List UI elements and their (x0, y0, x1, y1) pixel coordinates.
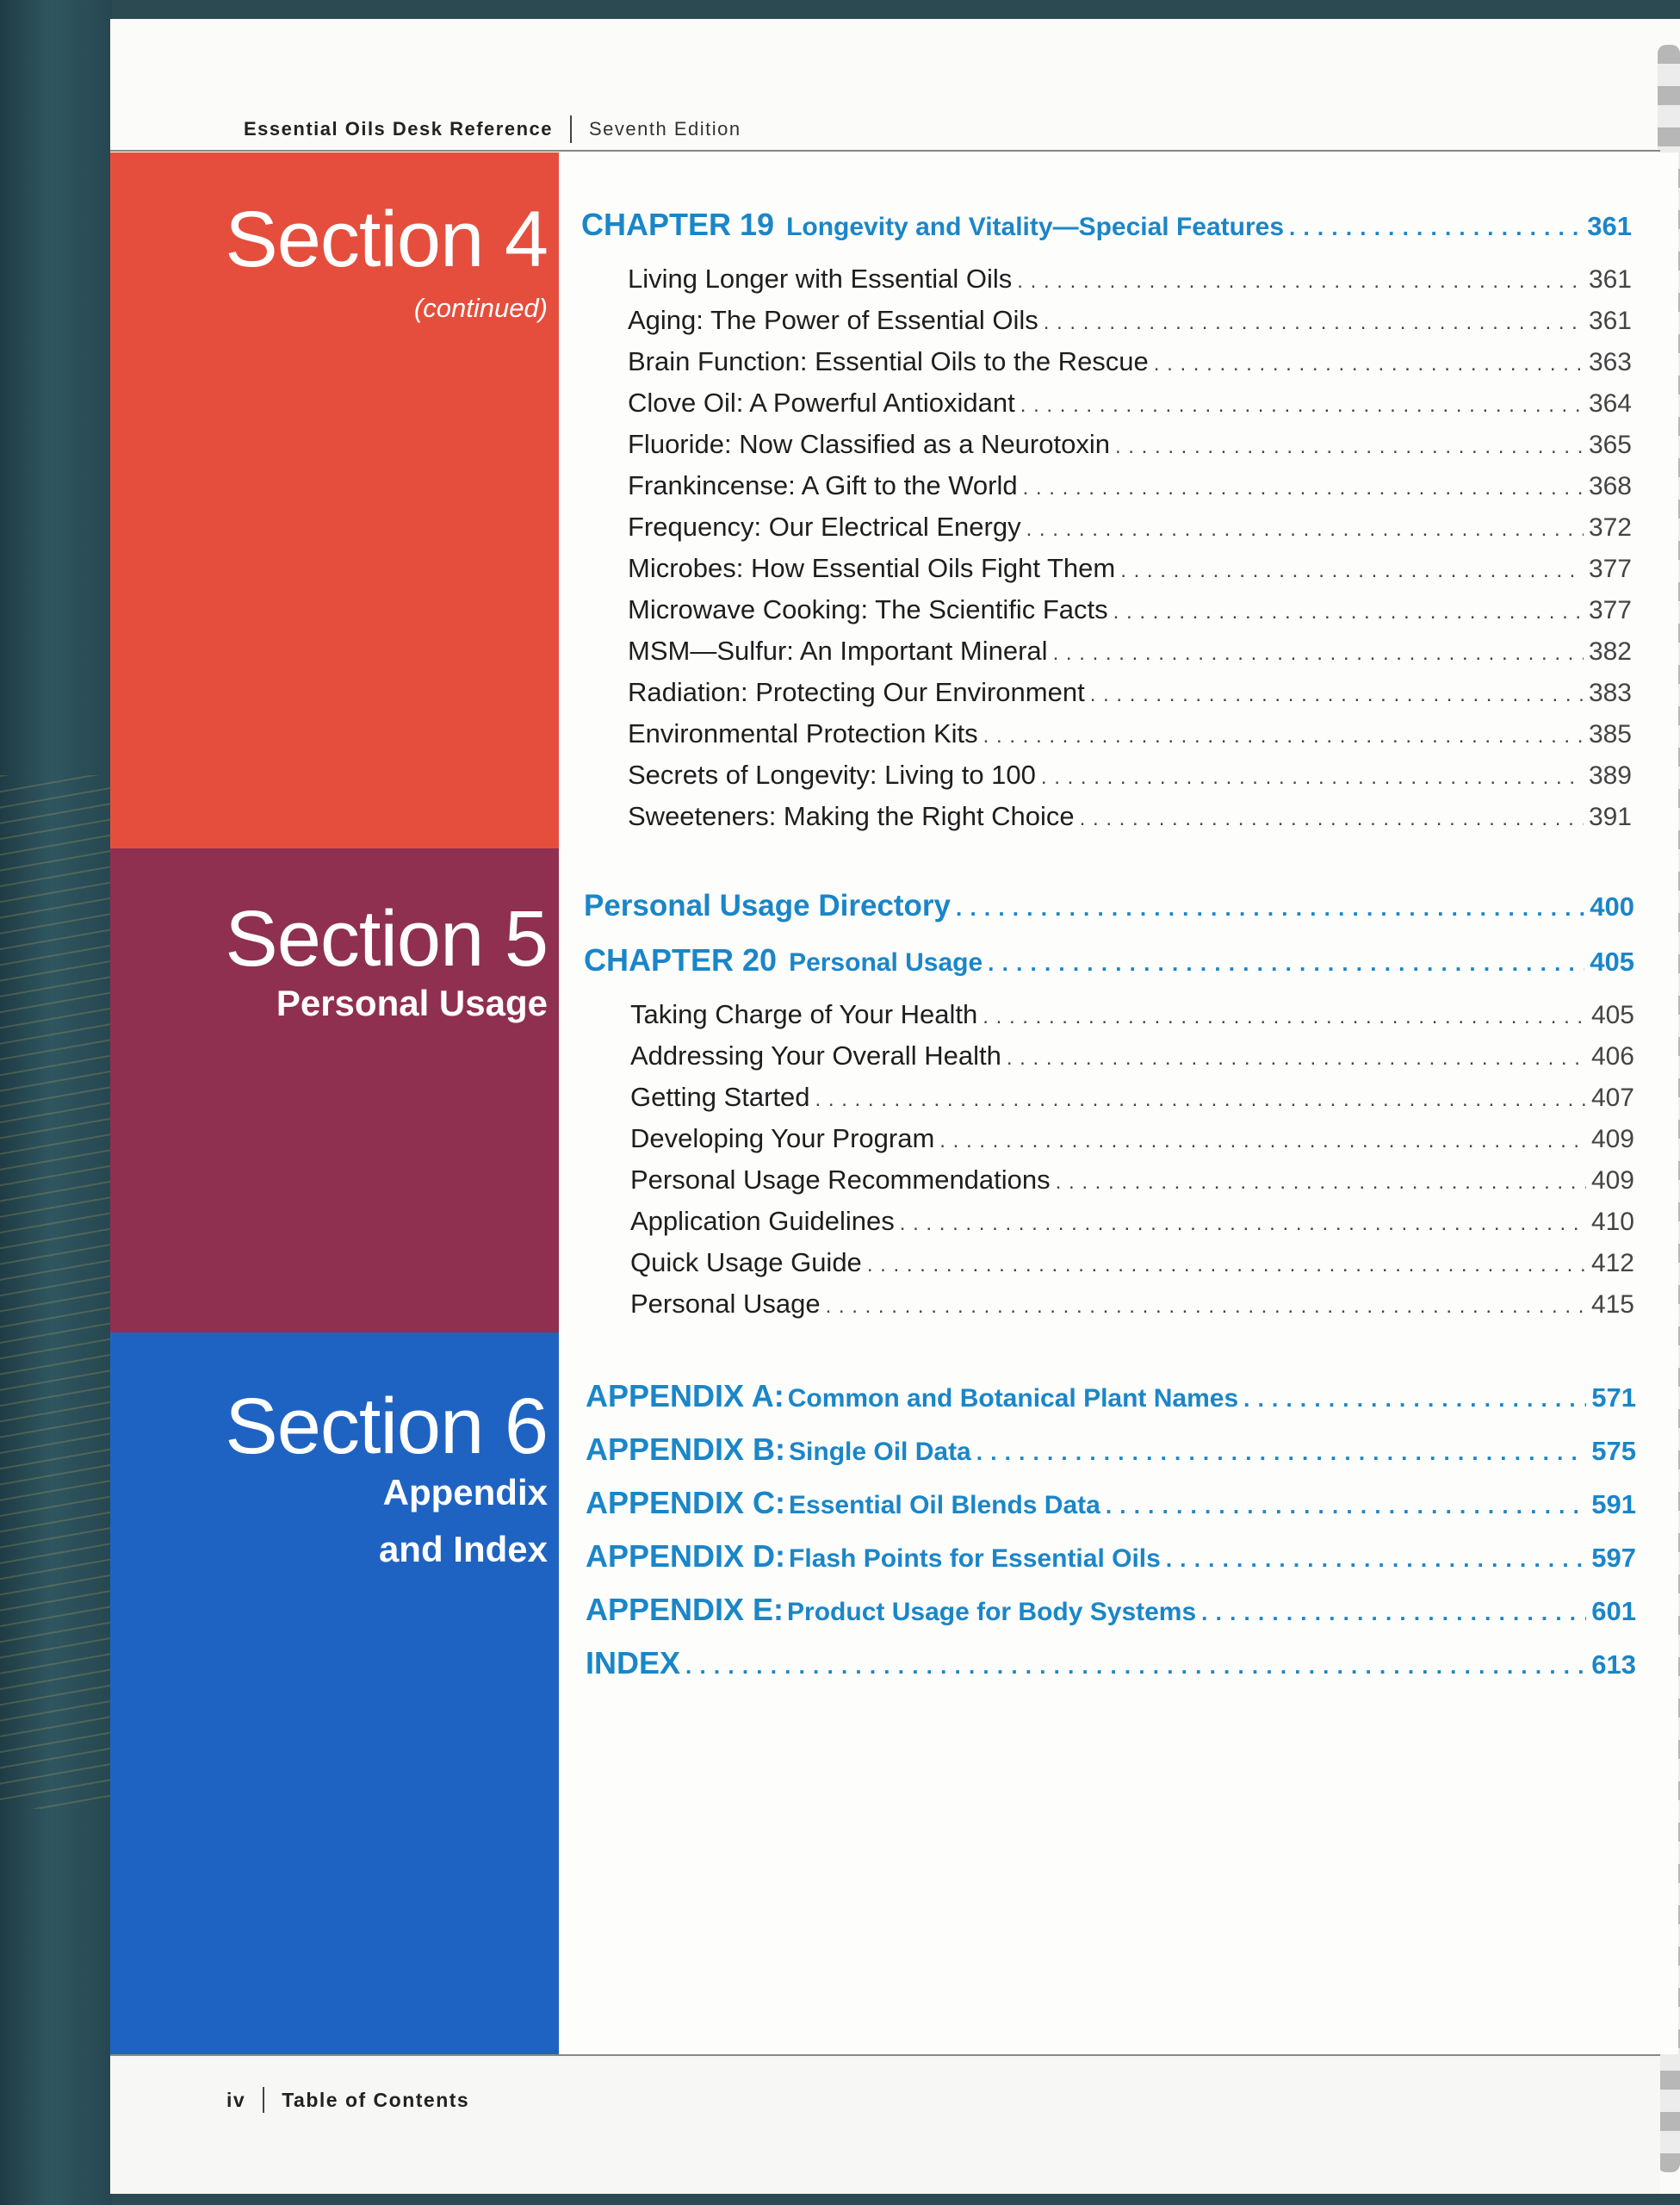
chapter-19-heading[interactable] (581, 207, 1632, 243)
book-title: Essential Oils Desk Reference (244, 118, 553, 140)
appendix-a-heading[interactable]: APPENDIX A: Common and Botanical Plant Names . . . 571 (586, 1378, 1636, 1414)
chapter-20-page: 405 (1590, 947, 1634, 977)
appendix-e-heading[interactable]: APPENDIX E: Product Usage for Body Systems . . . 601 (586, 1592, 1636, 1628)
toc-entry[interactable]: Environmental Protection Kits . . . 385 (628, 718, 1632, 749)
page-footer (110, 2054, 1660, 2194)
footer-divider (263, 2087, 264, 2113)
toc-entry[interactable]: Secrets of Longevity: Living to 100 . . . 389 (628, 760, 1632, 791)
leader-dots (1243, 1386, 1586, 1413)
appendix-b-heading[interactable]: APPENDIX B: Single Oil Data . . . 575 (586, 1432, 1636, 1468)
toc-entry[interactable]: Brain Function: Essential Oils to the Rescue . . . 363 (628, 346, 1632, 377)
chapter-20-label: CHAPTER 20 (584, 942, 778, 978)
toc-entry[interactable]: Radiation: Protecting Our Environment . . . 383 (628, 677, 1632, 708)
toc-page (110, 19, 1680, 2194)
toc-entry[interactable]: Clove Oil: A Powerful Antioxidant . . . 364 (628, 388, 1632, 419)
appendix-c-heading[interactable]: APPENDIX C: Essential Oil Blends Data . . . 591 (586, 1485, 1636, 1521)
leader-dots (988, 950, 1584, 977)
chapter-19-label: CHAPTER 19 (581, 207, 775, 242)
chapter-20-title: Personal Usage (789, 948, 983, 977)
toc-entry[interactable]: Personal Usage . . . 415 (630, 1289, 1634, 1320)
toc-entry[interactable]: Microwave Cooking: The Scientific Facts . . . 377 (628, 594, 1632, 625)
leader-dots (1106, 1493, 1586, 1519)
section-5-subtitle: Personal Usage (276, 983, 548, 1023)
section-6-subtitle-line2: and Index (378, 1529, 548, 1569)
leader-dots (685, 1653, 1586, 1680)
toc-entry[interactable]: Microbes: How Essential Oils Fight Them . . . 377 (628, 553, 1632, 584)
footer-text (226, 2087, 469, 2113)
page-number: iv (226, 2088, 246, 2111)
edition-label: Seventh Edition (589, 118, 741, 140)
section-6-subtitle-line1: Appendix (382, 1472, 548, 1512)
toc-entry[interactable]: Frankincense: A Gift to the World . . . 368 (628, 470, 1632, 501)
footer-label: Table of Contents (282, 2088, 470, 2111)
running-head (244, 112, 741, 146)
section-5-title: Section 5 (225, 895, 548, 983)
header-divider (570, 115, 572, 143)
section-4-continued: (continued) (413, 293, 548, 323)
chapter-19-title: Longevity and Vitality—Special Features (786, 213, 1285, 241)
personal-usage-directory[interactable]: Personal Usage Directory . . . 400 (584, 889, 1634, 923)
appendix-d-heading[interactable]: APPENDIX D: Flash Points for Essential Oils . . . 597 (586, 1538, 1636, 1575)
toc-entry[interactable]: Application Guidelines . . . 410 (630, 1206, 1634, 1237)
toc-entry[interactable]: Aging: The Power of Essential Oils . . . 361 (628, 305, 1632, 336)
section-6-title: Section 6 (225, 1382, 548, 1470)
index-heading[interactable]: INDEX . . . 613 (586, 1645, 1636, 1681)
leader-dots (1289, 214, 1582, 241)
footer-rule (110, 2054, 1660, 2056)
toc-entry[interactable]: Fluoride: Now Classified as a Neurotoxin . . . 365 (628, 429, 1632, 460)
leader-dots (1201, 1599, 1586, 1626)
cover-pattern (0, 775, 112, 1809)
leader-dots (1166, 1546, 1586, 1573)
toc-entry[interactable]: Getting Started . . . 407 (630, 1082, 1634, 1113)
toc-entry[interactable]: Living Longer with Essential Oils . . . 361 (628, 264, 1632, 295)
toc-entry[interactable]: Frequency: Our Electrical Energy . . . 372 (628, 512, 1632, 543)
leader-dots (976, 1439, 1587, 1466)
section-4-title: Section 4 (225, 196, 548, 283)
toc-entry[interactable]: MSM—Sulfur: An Important Mineral . . . 382 (628, 636, 1632, 667)
toc-entry[interactable]: Quick Usage Guide . . . 412 (630, 1247, 1634, 1278)
toc-entry[interactable]: Sweeteners: Making the Right Choice . . . 391 (628, 801, 1632, 832)
binder-cover (0, 0, 112, 2205)
chapter-20-heading[interactable] (584, 942, 1634, 978)
header-rule (110, 150, 1660, 152)
toc-entry[interactable]: Addressing Your Overall Health . . . 406 (630, 1040, 1634, 1071)
toc-entry[interactable]: Taking Charge of Your Health . . . 405 (630, 999, 1634, 1030)
chapter-19-page: 361 (1587, 211, 1632, 241)
toc-entry[interactable]: Personal Usage Recommendations . . . 409 (630, 1165, 1634, 1196)
leader-dots (956, 895, 1584, 922)
toc-entry[interactable]: Developing Your Program . . . 409 (630, 1123, 1634, 1154)
